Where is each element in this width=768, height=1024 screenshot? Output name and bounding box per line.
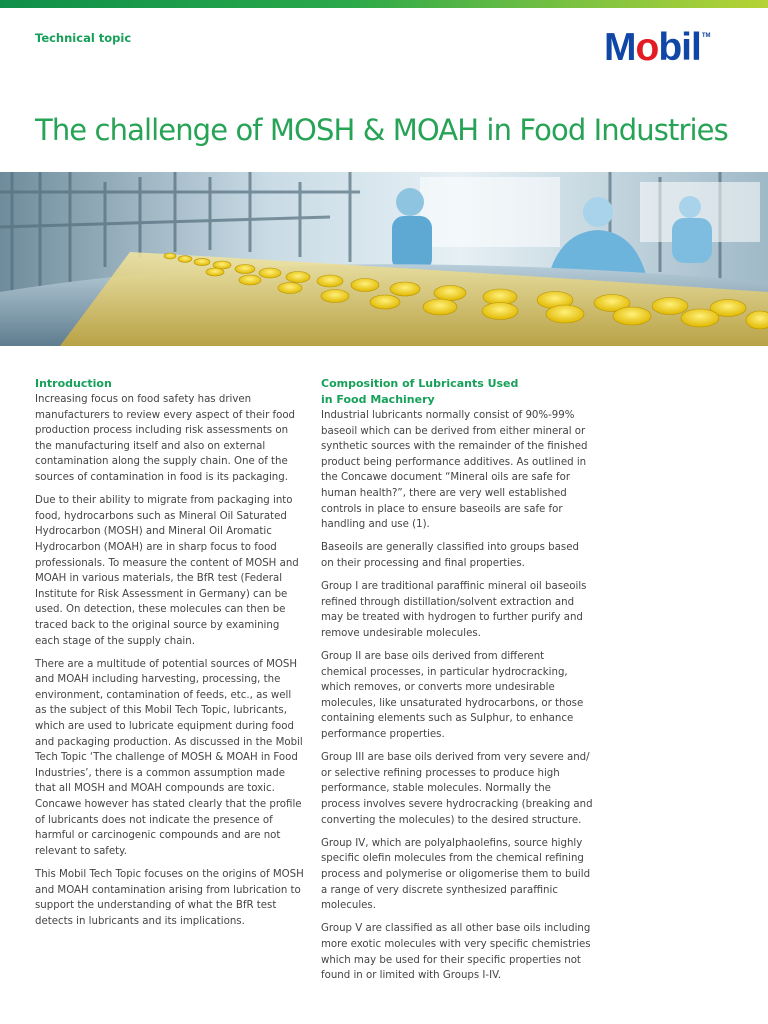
composition-column xyxy=(321,376,593,991)
composition-paragraph-4: Group II are base oils derived from different chemical processes, in particular hydrocracking, which removes, or converts more undesirable molecules, like unsaturated hydrocarbons, or those containing elements such as Sulphur, to enhance performance properties. xyxy=(321,651,584,741)
page-title: The challenge of MOSH & MOAH in Food Industries xyxy=(35,113,728,147)
intro-paragraph-4: This Mobil Tech Topic focuses on the origins of MOSH and MOAH contamination arising from lubrication to support the understanding of what the BfR test detects in lubricants and its implications. xyxy=(35,869,304,927)
intro-paragraph-1: Increasing focus on food safety has driven manufacturers to review every aspect of their food production process including risk assessments on the manufacturing itself and also on external contamination along the supply chain. One of the sources of contamination in food is its packaging. xyxy=(35,394,296,483)
composition-paragraph-7: Group V are classified as all other base oils including more exotic molecules with very specific chemistries which may be used for their specific properties not found in or limited with Groups I-IV. xyxy=(321,923,591,982)
composition-heading xyxy=(321,376,593,408)
bottling-line-illustration xyxy=(0,172,768,346)
hero-image xyxy=(0,172,768,346)
composition-paragraph-1: Industrial lubricants normally consist of 90%-99% baseoil which can be derived from either mineral or synthetic sources with the remainder of the finished product being performance additives. As outlined in the Concawe document “Mineral oils are safe for human health?”, there are very well established controls in place to ensure baseoils are safe for handling and use (1). xyxy=(321,410,588,531)
composition-paragraph-2: Baseoils are generally classified into groups based on their processing and final properties. xyxy=(321,542,579,569)
intro-paragraph-2: Due to their ability to migrate from packaging into food, hydrocarbons such as Mineral Oil Saturated Hydrocarbon (MOSH) and Mineral Oil Aromatic Hydrocarbon (MOAH) are in sharp focus to food professionals. To measure the content of MOSH and MOAH in various materials, the BfR test (Federal Institute for Risk Assessment in Germany) can be used. On detection, these molecules can then be traced back to the original source by examining each stage of the supply chain. xyxy=(35,495,299,647)
composition-heading-line-2: in Food Machinery xyxy=(321,393,435,406)
logo-letters-m: M xyxy=(604,26,636,69)
composition-paragraph-3: Group I are traditional paraffinic mineral oil baseoils refined through distillation/solvent extraction and may be treated with hydrogen to further purify and remove undesirable molecules. xyxy=(321,581,587,639)
logo-trademark: TM xyxy=(701,33,711,39)
kicker-label: Technical topic xyxy=(35,31,132,45)
top-gradient-bar xyxy=(0,0,768,8)
logo-letter-o: o xyxy=(635,26,659,69)
introduction-heading: Introduction xyxy=(35,377,112,390)
mobil-logo xyxy=(604,28,711,68)
composition-heading-line-1: Composition of Lubricants Used xyxy=(321,377,519,390)
composition-paragraph-5: Group III are base oils derived from very severe and/ or selective refining processes to produce high performance, stable molecules. Normally the process involves severe hydrocracking (breaking and converting the molecules) to the desired structure. xyxy=(321,752,593,826)
logo-letters-bil: bil xyxy=(658,26,701,69)
composition-paragraph-6: Group IV, which are polyalphaolefins, source highly specific olefin molecules from the chemical refining process and polymerise or oligomerise them to build a range of very discrete synthesized paraffinic molecules. xyxy=(321,837,591,912)
intro-paragraph-3: There are a multitude of potential sources of MOSH and MOAH including harvesting, processing, the environment, contamination of feeds, etc., as well as the subject of this Mobil Tech Topic, lubricants, which are used to lubricate equipment during food and packaging production. As discussed in the Mobil Tech Topic ‘The challenge of MOSH & MOAH in Food Industries’, there is a common assumption made that all MOSH and MOAH compounds are toxic. Concawe however has stated clearly that the profile of lubricants does not indicate the presence of harmful or carcinogenic compounds and are not relevant to safety. xyxy=(35,658,303,857)
introduction-column xyxy=(35,376,305,937)
